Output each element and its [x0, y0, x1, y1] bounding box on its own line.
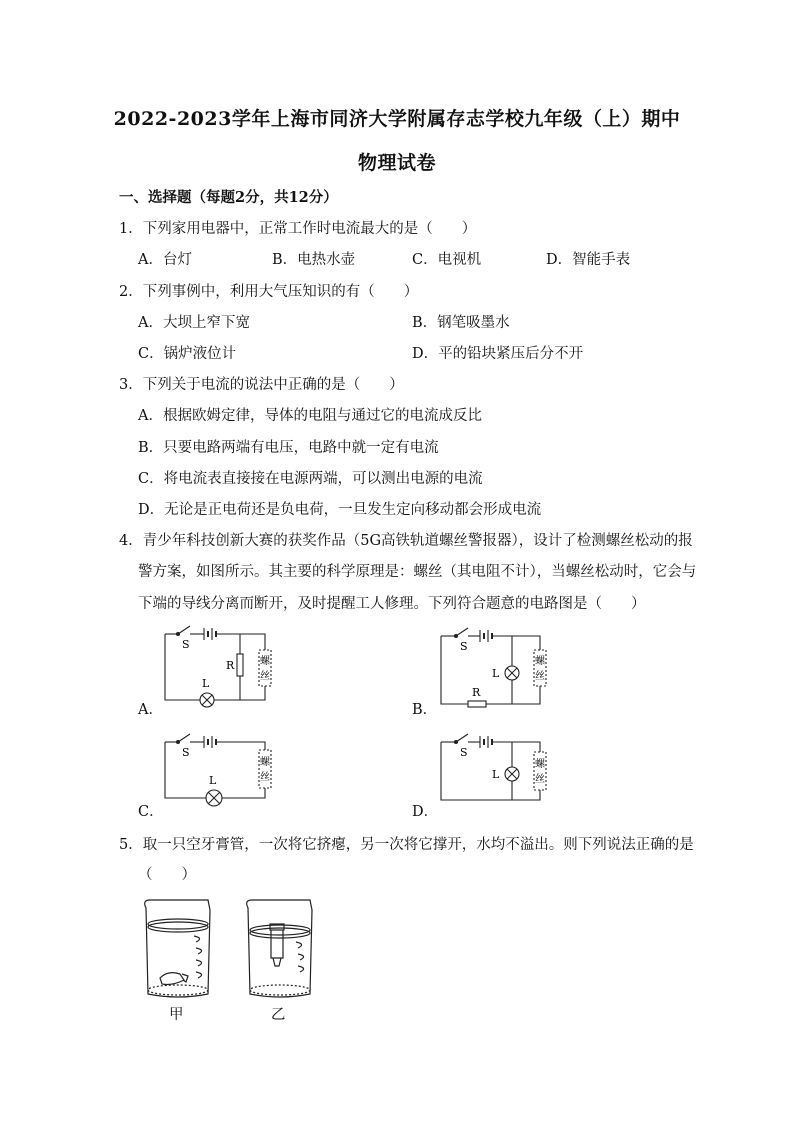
section-heading: 一、选择题（每题2分，共12分） — [119, 189, 338, 206]
q4-label-b: B． — [412, 702, 438, 718]
q3-option-b: B．只要电路两端有电压，电路中就一定有电流 — [138, 440, 439, 456]
beaker-jia-label: 甲 — [169, 1007, 184, 1023]
q3-option-d: D．无论是正电荷还是负电荷，一旦发生定向移动都会形成电流 — [138, 502, 542, 518]
circuit-c-lamp-label: L — [209, 774, 217, 787]
q2-option-d: D．平的铅块紧压后分不开 — [412, 346, 584, 362]
circuit-b-lamp-label: L — [492, 667, 500, 680]
circuit-d-lamp-label: L — [492, 768, 500, 781]
page-title-line1: 2022-2023学年上海市同济大学附属存志学校九年级（上）期中 — [113, 108, 681, 130]
circuit-d-switch-label: S — [460, 746, 468, 759]
circuit-b-switch-label: S — [460, 640, 468, 653]
q4-stem-line2: 警方案，如图所示。其主要的科学原理是：螺丝（其电阻不计），当螺丝松动时，它会与 — [138, 564, 697, 580]
q5-stem-line1: 5．取一只空牙膏管，一次将它挤瘪，另一次将它撑开，水均不溢出。则下列说法正确的是 — [119, 837, 694, 853]
circuit-c-screw-label-2: 丝 — [260, 772, 270, 783]
q1-option-a: A．台灯 — [138, 252, 192, 268]
q4-stem-line3: 下端的导线分离而断开，及时提醒工人修理。下列符合题意的电路图是（ ） — [138, 596, 646, 612]
circuit-d-screw-label-2: 丝 — [535, 774, 545, 785]
q1-option-b: B．电热水壶 — [272, 252, 356, 268]
circuit-a-switch-label: S — [182, 638, 190, 651]
circuit-c-screw-label-1: 螺 — [260, 757, 270, 768]
q4-label-c: C． — [138, 804, 164, 820]
beaker-jia-figure — [138, 894, 218, 1002]
q2-option-b: B．钢笔吸墨水 — [412, 315, 510, 331]
circuit-d-diagram — [436, 728, 566, 818]
circuit-c-switch-label: S — [182, 746, 190, 759]
q1-option-c: C．电视机 — [412, 252, 482, 268]
beaker-yi-figure — [240, 894, 320, 1002]
circuit-a-resistor-label: R — [226, 659, 235, 672]
q2-option-c: C．锅炉液位计 — [138, 346, 237, 362]
circuit-a-screw-label-1: 螺 — [260, 656, 270, 667]
q3-option-c: C．将电流表直接接在电源两端，可以测出电源的电流 — [138, 471, 483, 487]
q2-option-a: A．大坝上窄下宽 — [138, 315, 250, 331]
q5-stem-line2: （ ） — [138, 867, 196, 883]
circuit-a-screw-label-2: 丝 — [260, 671, 270, 682]
circuit-a-diagram — [160, 622, 290, 722]
circuit-a-lamp-label: L — [202, 677, 210, 690]
circuit-b-screw-label-2: 丝 — [535, 671, 545, 682]
q1-stem: 1．下列家用电器中，正常工作时电流最大的是（ ） — [119, 221, 477, 237]
q4-stem-line1: 4．青少年科技创新大赛的获奖作品（5G高铁轨道螺丝警报器），设计了检测螺丝松动的报 — [119, 533, 693, 549]
page-title-line2: 物理试卷 — [357, 152, 436, 174]
q3-option-a: A．根据欧姆定律，导体的电阻与通过它的电流成反比 — [138, 408, 482, 424]
beaker-yi-label: 乙 — [271, 1007, 286, 1023]
circuit-b-screw-label-1: 螺 — [535, 656, 545, 667]
q2-stem: 2．下列事例中，利用大气压知识的有（ ） — [119, 284, 419, 300]
q4-label-a: A． — [138, 702, 163, 718]
circuit-b-resistor-label: R — [472, 686, 481, 699]
circuit-b-diagram — [436, 604, 566, 714]
circuit-d-screw-label-1: 螺 — [535, 759, 545, 770]
q4-label-d: D． — [412, 804, 439, 820]
q3-stem: 3．下列关于电流的说法中正确的是（ ） — [119, 377, 404, 393]
q1-option-d: D．智能手表 — [546, 252, 631, 268]
circuit-c-diagram — [160, 728, 290, 818]
